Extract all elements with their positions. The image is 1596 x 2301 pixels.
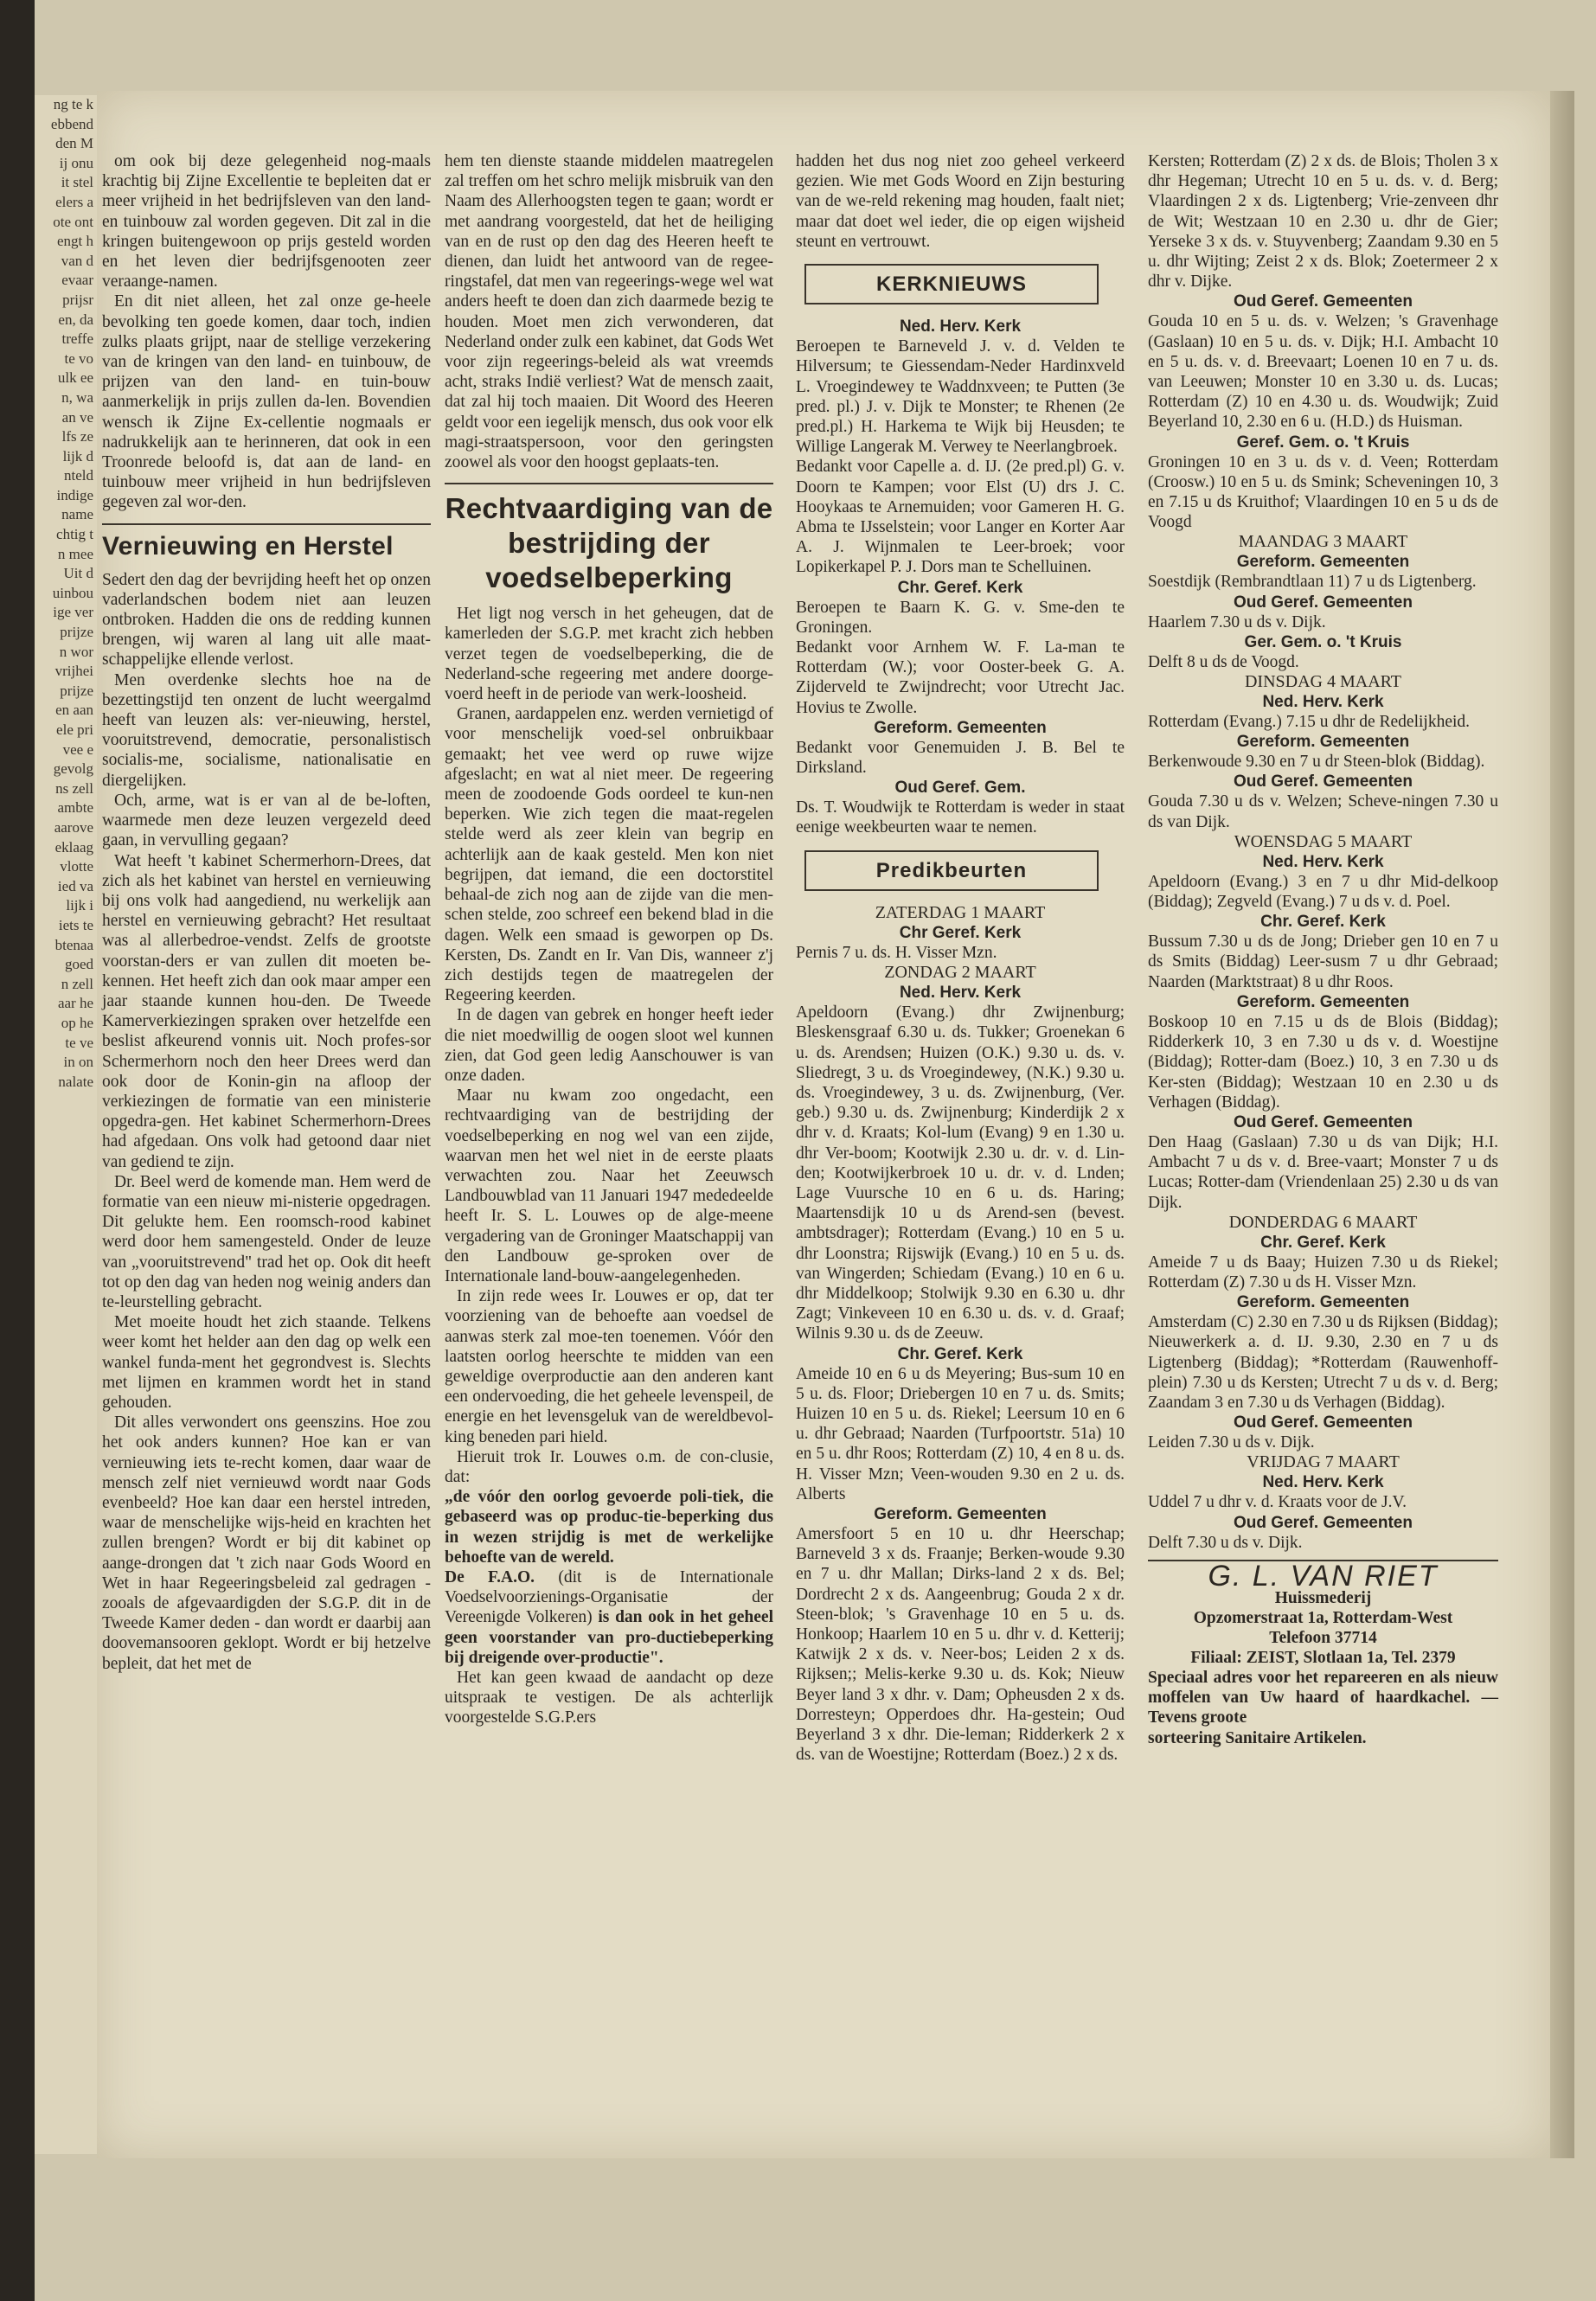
prev-page-fragment: ij onu [59, 154, 93, 171]
section-text: Gouda 10 en 5 u. ds. v. Welzen; 's Gravenhage (Gaslaan) 10 en 5 u. ds. v. Dijk; H.I. Ambacht 10 en 5 u. ds. v. d. Breevaart; Loenen 10 en 7 u. ds. van Leeuwen; Monster 10 en 3.30 u. ds. Lucas; Rotterdam (Z) 10 en 4.30 u. ds. Woudwijk; Zuid Beyerland 10, 2.30 en 6 u. (H.D.) ds Huisman. [1148, 312, 1498, 432]
section-text: Uddel 7 u dhr v. d. Kraats voor de J.V. [1148, 1493, 1407, 1512]
advertisement-name: G. L. VAN RIET [1148, 1560, 1498, 1586]
section-text: Den Haag (Gaslaan) 7.30 u ds van Dijk; H.I. Ambacht 7 u ds v. d. Bree-vaart; Monster 7 u ds Lucas; Rotter-dam (Vriendenlaan 25) 2.30 u ds van Dijk. [1148, 1132, 1498, 1212]
prev-page-fragment: ng te k [53, 96, 93, 112]
section-heading: Ned. Herv. Kerk [1262, 852, 1384, 871]
prev-page-fragment: den M [55, 135, 93, 152]
section-heading: Oud Geref. Gemeenten [1234, 1513, 1413, 1532]
page-edge [1550, 91, 1574, 2158]
predikbeurten-header: Predikbeurten [804, 850, 1099, 891]
section-heading: Ned. Herv. Kerk [1262, 693, 1384, 712]
day-heading: DINSDAG 4 MAART [1244, 672, 1402, 692]
section-heading: Gereform. Gemeenten [1236, 1293, 1410, 1312]
advertisement-text-end: sorteering Sanitaire Artikelen. [1148, 1728, 1367, 1747]
prev-page-fragment: en aan [55, 702, 93, 719]
section-text: Ameide 7 u ds Baay; Huizen 7.30 u ds Riekel; Rotterdam (Z) 7.30 u ds H. Visser Mzn. [1148, 1253, 1498, 1292]
prev-page-fragment: name [61, 506, 93, 523]
prev-page-fragment: prijze [60, 682, 93, 699]
paragraph: Dit alles verwondert ons geenszins. Hoe zou het ook anders kunnen? Hoe kan er van vernieuwing iets te-recht komen, daar waar de mensch zelf niet vernieuwd wordt naar Gods evenbeeld? Hoe kan daar een herstel intreden, waar de menschelijke wijs-heid en krachten het zullen brengen? Wordt er bij dit kabinet op aange-drongen dat 't zich naar Gods Woord en Wet in haar Regeeringsbeleid zal gedragen - zooals de afgevaardigden der S.G.P. dit in de Tweede Kamer deden - dan wordt er daarbij aan doovemansooren geklopt. Wordt er bij hetzelve bepleit, dat het met de [102, 1413, 431, 1673]
prev-page-fragment: chtig t [56, 526, 93, 543]
section-text: Gouda 7.30 u ds v. Welzen; Scheve-ningen 7.30 u ds van Dijk. [1148, 792, 1498, 831]
paragraph: In zijn rede wees Ir. Louwes er op, dat ter voorziening van de behoefte aan voedsel de aanwas sterk zal moe-ten toenemen. Vóór den laatsten oorlog heerschte te midden van een geweldige overproductie aan den anderen kant een ondervoeding, die het geheele levenspeil, de energie en het levensgeluk van de wereldbevol-king beneden pari hield. [445, 1287, 773, 1446]
prev-page-fragment: ebbend [50, 115, 93, 132]
prev-page-fragment: aar he [57, 995, 93, 1012]
prev-page-fragment: te vo [64, 349, 93, 367]
prev-page-fragment: en, da [58, 311, 93, 328]
quote-continued [445, 1567, 773, 1668]
section-text: Soestdijk (Rembrandtlaan 11) 7 u ds Ligtenberg. [1148, 573, 1477, 592]
prev-page-fragment: nteld [64, 467, 93, 484]
prev-page-fragment: lijk d [62, 447, 93, 465]
prev-page-fragment: vee e [62, 740, 93, 758]
column-3 [796, 151, 1125, 1765]
section-heading: Ned. Herv. Kerk [899, 984, 1022, 1003]
scan-edge [0, 0, 35, 2301]
advertisement-phone: Telefoon 37714 [1269, 1628, 1377, 1647]
section-text: Amsterdam (C) 2.30 en 7.30 u ds Rijksen (Biddag); Nieuwerkerk a. d. IJ. 9.30, 2.30 en 7 u ds Ligtenberg (Biddag); *Rotterdam (Rauwenhoff-plein) 7.30 u ds Kersten; Utrecht 7 u ds v. d. Berg; Zaandam 3 en 7.30 u ds Verhagen (Biddag). [1148, 1313, 1498, 1412]
quote-bold-end: is dan ook in het geheel geen voorstander van pro-ductiebeperking bij dreigende over-productie". [445, 1608, 773, 1667]
paragraph: Sedert den dag der bevrijding heeft het op onzen vaderlandschen bodem niet aan leuzen ontbroken. Hadden die ons de redding kunnen brengen, wij waren al lang uit alle maat-schappelijke ellende verlost. [102, 570, 431, 670]
prev-page-fragment: aarove [54, 818, 93, 836]
prev-page-fragment: gevolg [53, 760, 93, 778]
advertisement-text: Speciaal adres voor het repareeren en als nieuw moffelen van Uw haard of haardkachel. — Tevens groote [1148, 1668, 1498, 1727]
prev-page-fragment: ambte [57, 799, 93, 817]
prev-page-fragment: an ve [61, 408, 93, 426]
quote: „de vóór den oorlog gevoerde poli-tiek, die gebaseerd was op produc-tie-beperking dus in wezen strijdig is met de werkelijke behoefte van de wereld. [445, 1488, 773, 1567]
prev-page-fragment: ele pri [56, 721, 93, 738]
section-text: Ds. T. Woudwijk te Rotterdam is weder in staat eenige weekbeurten waar te nemen. [796, 798, 1125, 837]
prev-page-fragment: ns zell [55, 779, 93, 797]
prev-page-fragment: evaar [61, 272, 93, 289]
prev-page-fragment: indige [56, 486, 93, 503]
section-heading: Ger. Gem. o. 't Kruis [1244, 632, 1402, 651]
section-text: Haarlem 7.30 u ds v. Dijk. [1148, 612, 1326, 631]
paragraph: hem ten dienste staande middelen maatregelen zal treffen om het schro melijk misbruik van den Naam des Allerhoogsten tegen te gaan; wordt er met aandrang voorgesteld, dat het de heiliging van en de rust op den dag des Heeren heeft te dienen, dan luidt het antwoord van de regee-ringstafel, dat men van regeerings-wege wel wat anders heeft te doen dan zich daarmede bezig te houden. Moet men zich verwonderen, dat Nederland onder zulk een kabinet, dat Gods Wet voor zijn regeerings-beleid als wat vreemds acht, straks Indië verliest? Wat de mensch zaait, dat zal hij toch maaien. Dit Woord des Heeren geldt voor een iegelijk mensch, dus ook voor elk magi-straatspersoon, voor den geringsten zoowel als voor den hoogst geplaats-ten. [445, 152, 773, 472]
section-heading: Chr. Geref. Kerk [897, 1344, 1023, 1363]
paragraph: In de dagen van gebrek en honger heeft ieder die niet moedwillig de oogen sloot wel kunnen zien, dat God geen ledig Aanschouwer is van onze daden. [445, 1006, 773, 1085]
section-text: Boskoop 10 en 7.15 u ds de Blois (Biddag); Ridderkerk 10, 3 en 7.30 u ds v. d. Woestijne (Biddag); Rotter-dam (Boez.) 10, 3 en 7.30 u ds Ker-sten (Biddag); Westzaan 10 en 2.30 u ds Verhagen (Biddag). [1148, 1012, 1498, 1112]
prev-page-fragment: Uit d [63, 565, 93, 582]
section-text: Apeldoorn (Evang.) 3 en 7 u dhr Mid-delkoop (Biddag); Zegveld (Evang.) 7 u ds v. d. Poel. [1148, 872, 1498, 912]
previous-page-strip [35, 95, 99, 2154]
section-heading: Gereform. Gemeenten [1236, 733, 1410, 752]
section-text: Pernis 7 u. ds. H. Visser Mzn. [796, 943, 997, 962]
prev-page-fragment: it stel [61, 174, 93, 191]
prev-page-fragment: vlotte [60, 858, 93, 875]
section-heading: Oud Geref. Gemeenten [1234, 1413, 1413, 1433]
paragraph: Het kan geen kwaad de aandacht op deze uitspraak te vestigen. De als achterlijk voorgestelde S.G.P.ers [445, 1669, 773, 1727]
paragraph: Hieruit trok Ir. Louwes o.m. de con-clusie, dat: [445, 1447, 773, 1486]
prev-page-fragment: lijk i [66, 897, 93, 914]
section-heading: Oud Geref. Gem. [894, 779, 1026, 798]
section-heading: Chr. Geref. Kerk [1260, 1233, 1386, 1252]
section-heading: Ned. Herv. Kerk [1262, 1473, 1384, 1492]
prev-page-fragment: ote ont [53, 213, 93, 230]
section-text: Delft 7.30 u ds v. Dijk. [1148, 1533, 1303, 1552]
advertisement-trade: Huissmederij [1274, 1588, 1372, 1607]
kerknieuws-header: KERKNIEUWS [804, 264, 1099, 304]
prev-page-fragment: lfs ze [61, 428, 93, 445]
prev-page-fragment: ied va [57, 877, 93, 894]
day-heading: ZATERDAG 1 MAART [875, 902, 1046, 922]
prev-page-fragment: in on [63, 1054, 93, 1071]
section-heading: Gereform. Gemeenten [1236, 992, 1410, 1011]
prev-page-fragment: n zell [61, 975, 93, 992]
headline-vernieuwing: Vernieuwing en Herstel [102, 531, 394, 561]
prev-page-fragment: btenaa [54, 936, 93, 953]
paragraph: Granen, aardappelen enz. werden vernietigd of voor menschelijk voed-sel onbruikbaar gemaakt; het vee werd op ruwe wijze afgeslacht; en wat al niet meer. De regeering meen de zoodoende Gods oordeel te kun-nen beperken. Wie zich tegen die maat-regelen stelde werd als zeer klein van begrip en achterlijk aan de kaak gesteld. Men kon niet begrijpen, dat iemand, die een doctorstitel behaal-de zich nog aan de zijde van die men-schen stelde, zoo schreef een bekend blad in die dagen. Welk een smaad is geworpen op Ds. Kersten, Ds. Zandt en Ir. Van Dis, wanneer z'j zich destijds tegen de maatregelen der Regeering keerden. [445, 705, 773, 1005]
paragraph: Dr. Beel werd de komende man. Hem werd de formatie van een nieuw mi-nisterie opgedragen. Dit gelukte hem. Een roomsch-rood kabinet werd door hem samengesteld. Onder de leuze van „vooruitstrevend" trad het op. Ook dit heeft tot op den dag van heden nog weinig anders dan te-leurstelling gebracht. [102, 1172, 431, 1311]
section-heading: Gereform. Gemeenten [874, 1504, 1047, 1523]
section-heading: Gereform. Gemeenten [874, 718, 1047, 737]
paragraph: hadden het dus nog niet zoo geheel verkeerd gezien. Wie met Gods Woord en Zijn besturing van de we-reld rekening mag houden, faalt niet; maar dat doet wel ieder, die op eigen wijsheid steunt en vertrouwt. [796, 152, 1125, 251]
newspaper-page [97, 91, 1550, 2158]
prev-page-fragment: engt h [56, 233, 93, 250]
section-text: Rotterdam (Evang.) 7.15 u dhr de Redelijkheid. [1148, 713, 1471, 732]
prev-page-fragment: nalate [58, 1073, 93, 1090]
section-heading: Gereform. Gemeenten [1236, 553, 1410, 572]
section-heading: Chr Geref. Kerk [899, 923, 1022, 942]
section-text: Ameide 10 en 6 u ds Meyering; Bus-sum 10 en 5 u. ds. Floor; Driebergen 10 en 7 u. ds. Smits; Huizen 10 en 5 u. ds. Riekel; Leersum 10 en 6 u. dhr Gebraad; Naarden (Turfpoortstr. 51a) 10 en 5 u. dhr Roos; Rotterdam (Z) 10, 4 en 8 u. ds. H. Visser Mzn; Veen-wouden 9.30 en 2 u. ds. Alberts [796, 1364, 1125, 1503]
section-text: Berkenwoude 9.30 en 7 u dr Steen-blok (Biddag). [1148, 753, 1485, 772]
prev-page-fragment: n, wa [61, 388, 93, 406]
divider [102, 523, 431, 525]
prev-page-fragment: eklaag [54, 838, 93, 856]
day-heading: MAANDAG 3 MAART [1238, 532, 1408, 552]
section-heading: Oud Geref. Gemeenten [1234, 772, 1413, 792]
day-heading: ZONDAG 2 MAART [884, 963, 1036, 983]
section-text: Bussum 7.30 u ds de Jong; Drieber gen 10 en 7 u ds Smits (Biddag) Leer-susm 7 u dhr Gebraad; Naarden (Marktstraat) 8 u dhr Roos. [1148, 933, 1498, 991]
quote-rest: (dit is de Internationale Voedselvoorzienings-Organisatie der Vereenigde Volkeren) [445, 1568, 773, 1627]
section-text: Amersfoort 5 en 10 u. dhr Heerschap; Barneveld 3 x ds. Fraanje; Berken-woude 9.30 en 7 u. dhr Mallan; Dirks-land 2 x ds. Bel; Dordrecht 2 x ds. Aangeenbrug; Gouda 2 x dr. Steen-blok; 's Gravenhage 10 en 5 u. ds. Honkoop; Haarlem 10 en 5 u. dhr v. d. Ketterij; Katwijk 2 x ds. v. Neer-bos; Leiden 2 x ds. Rijksen;; Melis-kerke 9.30 u. ds. Kok; Nieuw Beyer land 3 x dhr. v. Dam; Opheusden 2 x ds. Dorresteyn; Opperdoes dhr. Ha-gestein; Oud Beyerland 3 x dhr. Die-leman; Ridderkerk 2 x ds. van de Woestijne; Rotterdam (Boez.) 2 x ds. [796, 1524, 1125, 1765]
column-1 [102, 151, 431, 1674]
prev-page-fragment: treffe [61, 330, 93, 348]
prev-page-fragment: prijsr [62, 291, 93, 308]
prev-page-fragment: elers a [55, 193, 93, 210]
prev-page-fragment: goed [64, 956, 93, 973]
section-text: Bedankt voor Genemuiden J. B. Bel te Dirksland. [796, 738, 1125, 778]
prev-page-fragment: van d [61, 252, 93, 269]
day-heading: WOENSDAG 5 MAART [1234, 831, 1413, 851]
column-2 [445, 151, 773, 1728]
prev-page-fragment: uinbou [52, 584, 93, 601]
section-heading: Oud Geref. Gemeenten [1234, 292, 1413, 311]
prev-page-fragment: n wor [59, 643, 93, 660]
prev-page-fragment: ige ver [53, 604, 93, 621]
paragraph: Met moeite houdt het zich staande. Telkens weer komt het helder aan den dag op welk een wankel funda-ment het gegrondvest is. Slechts met lijmen en krammen wordt het in stand gehouden. [102, 1313, 431, 1412]
section-heading: Oud Geref. Gemeenten [1234, 1112, 1413, 1131]
section-heading: Geref. Gem. o. 't Kruis [1236, 433, 1410, 452]
prev-page-fragment: iets te [58, 916, 93, 933]
section-heading: Oud Geref. Gemeenten [1234, 593, 1413, 612]
paragraph: Kersten; Rotterdam (Z) 2 x ds. de Blois; Tholen 3 x dhr Hegeman; Utrecht 10 en 5 u. ds. v. d. Berg; Vlaardingen 2 x ds. Ligtenberg; Vrie-zenveen dhr de Wit; Westzaan 10 en 2.30 u. dhr de Gier; Yerseke 3 x ds. v. Stuyvenberg; Zaandam 9.30 en 5 u. dhr Wijting; Zeist 2 x ds. Blok; Zoetermeer 2 x dhr v. Dijke. [1148, 152, 1498, 292]
paragraph: om ook bij deze gelegenheid nog-maals krachtig bij Zijne Excellentie te bepleiten dat er meer vrijheid in het bedrijfsleven van den land- en tuinbouw zal worden gegeven. Dit zal in die kringen buitengewoon op prijs gesteld worden en het leven dier bedrijfsgenooten zeer veraange-namen. [102, 152, 431, 292]
divider [445, 483, 773, 484]
advertisement-address: Opzomerstraat 1a, Rotterdam-West [1193, 1608, 1453, 1627]
paragraph: Wat heeft 't kabinet Schermerhorn-Drees, dat zich als het kabinet van herstel en vernieuwing bij ons volk had aangediend, nu werkelijk aan herstel en vernieuwing gebracht? Het resultaat was al allerbedroe-vendst. Zelfs de grootste voorstan-ders er van zullen dit moeten be-kennen. Het heeft zich dan ook maar amper een jaar staande kunnen hou-den. De Tweede Kamerverkiezingen spraken over hetzelfde een beslist afkeurend vonnis uit. Noch profes-sor Schermerhorn noch den heer Drees werd dan ook door de Konin-gin na afloop der verkiezingen de formatie van een ministerie opgedra-gen. Het kabinet Schermerhorn-Drees had afgedaan. Ons volk had getoond daar niet van gediend te zijn. [102, 851, 431, 1171]
prev-page-fragment: prijze [60, 624, 93, 641]
prev-page-fragment: n mee [57, 545, 93, 562]
section-text: Groningen 10 en 3 u. ds v. d. Veen; Rotterdam (Croosw.) 10 en 5 u. ds Smink; Scheveningen 10, 3 en 7.15 u ds Kruithof; Vlaardingen 10 en 5 u ds de Voogd [1148, 452, 1498, 532]
paragraph: Maar nu kwam zoo ongedacht, een rechtvaardiging van de bestrijding der voedselbeperking en nog wel van een zijde, waarvan men het wel niet in de eerste plaats verwachten zou. Naar het Zeeuwsch Landbouwblad van 11 Januari 1947 mededeelde heeft Ir. S. L. Louwes op de alge-meene vergadering van de Groninger Maatschappij van den Landbouw ge-sproken over de Internationale land-bouw-aangelegenheden. [445, 1086, 773, 1285]
day-heading: DONDERDAG 6 MAART [1228, 1212, 1418, 1232]
section-heading: Chr. Geref. Kerk [1260, 913, 1386, 932]
section-text: Apeldoorn (Evang.) dhr Zwijnenburg; Bleskensgraaf 6.30 u. ds. Tukker; Groenekan 6 u. ds. Arendsen; Huizen (O.K.) 9.30 u. ds. v. Sliedregt, 3 u. ds Vroegindewey, (N.K.) 9.30 u. ds. Vroegindewey, 3 u. ds. Zwijnenburg, (Ver. geb.) 9.30 u. ds. Zwijnenburg; Kinderdijk 2 x dhr v. d. Kraats; Kol-lum (Evang) 9 en 1.30 u. dhr Ver-boom; Kootwijk 2.30 u. dr. v. d. Lin-den; Kootwijkerbroek 10 u. dr. v. d. Lnden; Lage Vuursche 10 en 6 u. ds. Haring; Maartensdijk 10 u ds Arend-sen (bevest. ambtsdrager); Rotterdam (Evang.) 10 en 5 u. dhr Loonstra; Rijswijk (Evang.) 10 en 5 u. ds. van Wingerden; Schiedam (Evang.) 10 en 6 u. dhr Middelkoop; Stolwijk 9.30 en 6.30 u. dhr Zagt; Vinkeveen 10 en 6.30 u. ds. v. d. Graaf; Wilnis 9.30 u. ds de Zeeuw. [796, 1003, 1125, 1343]
prev-page-fragment: op he [61, 1014, 93, 1031]
section-text: Beroepen te Barneveld J. v. d. Velden te Hilversum; te Giessendam-Neder Hardinxveld L. Vroegindewey te Waddnxveen; te Putten (3e pred. pl.) J. v. Dijk te Monster; te Rhenen (2e pred.pl.) H. Harkema te Wijk bij Heusden; te Willige Langerak M. Verwey te Neerlangbroek. Bedankt voor Capelle a. d. IJ. (2e pred.pl) G. v. Doorn te Kampen; voor Elst (U) drs J. C. Hooykaas te Arnemuiden; voor Gameren H. G. Abma te IJsselstein; voor Langer en Korter Aar A. J. Wijnmalen te Leer-broek; voor Lopikerkapel P. J. Dors man te Schelluinen. [796, 337, 1125, 577]
quote-bold: De F.A.O. [445, 1568, 535, 1586]
prev-page-fragment: vrijhei [54, 663, 93, 680]
prev-page-fragment: te ve [65, 1034, 93, 1051]
paragraph: Och, arme, wat is er van al de be-loften, waarmede men deze leuzen vergezeld deed gaan, in vervulling gegaan? [102, 791, 431, 850]
section-heading: Ned. Herv. Kerk [899, 317, 1022, 336]
paragraph: Men overdenke slechts hoe na de bezettingstijd ten onzent de lucht weergalmd heeft van leuzen als: ver-nieuwing, herstel, vooruitstrevend, democratie, personalistisch socialis-me, socialisme, nationalisatie en diergelijken. [102, 670, 431, 790]
advertisement-branch: Filiaal: ZEIST, Slotlaan 1a, Tel. 2379 [1190, 1648, 1456, 1667]
day-heading: VRIJDAG 7 MAART [1247, 1452, 1400, 1472]
paragraph: Het ligt nog versch in het geheugen, dat de kamerleden der S.G.P. met kracht zich hebben verzet tegen de voedselbeperking, die de Nederland-sche regeering met andere doorge-voerd heeft in de periode van werk-loosheid. [445, 605, 773, 704]
column-4 [1148, 151, 1498, 1748]
section-text: Leiden 7.30 u ds v. Dijk. [1148, 1433, 1315, 1452]
section-text: Beroepen te Baarn K. G. v. Sme-den te Groningen. Bedankt voor Arnhem W. F. La-man te Rotterdam (W.); voor Ooster-beek G. A. Zijderveld te Zwijndrecht; voor Utrecht Jac. Hovius te Zwolle. [796, 598, 1125, 717]
section-heading: Chr. Geref. Kerk [897, 578, 1023, 597]
prev-page-fragment: ulk ee [57, 369, 93, 387]
paragraph: En dit niet alleen, het zal onze ge-heele bevolking ten goede komen, daar toch, indien zulks plaats grijpt, naar de stellige verzekering van de kringen van den land- en tuinbouw, de prijzen van den land- en tuin-bouw aanmerkelijk in prijs zullen da-len. Bovendien wensch ik Zijne Ex-cellentie nogmaals er nadrukkelijk aan te herinneren, dat ook in een Troonrede beloofd is, dat aan de land- en tuinbouw meer vrijheid in hun bedrijfsleven gegeven zal wor-den. [102, 292, 431, 512]
section-text: Delft 8 u ds de Voogd. [1148, 652, 1299, 671]
headline-rechtvaardiging: Rechtvaardiging van de bestrijding der voedselbeperking [445, 492, 773, 594]
